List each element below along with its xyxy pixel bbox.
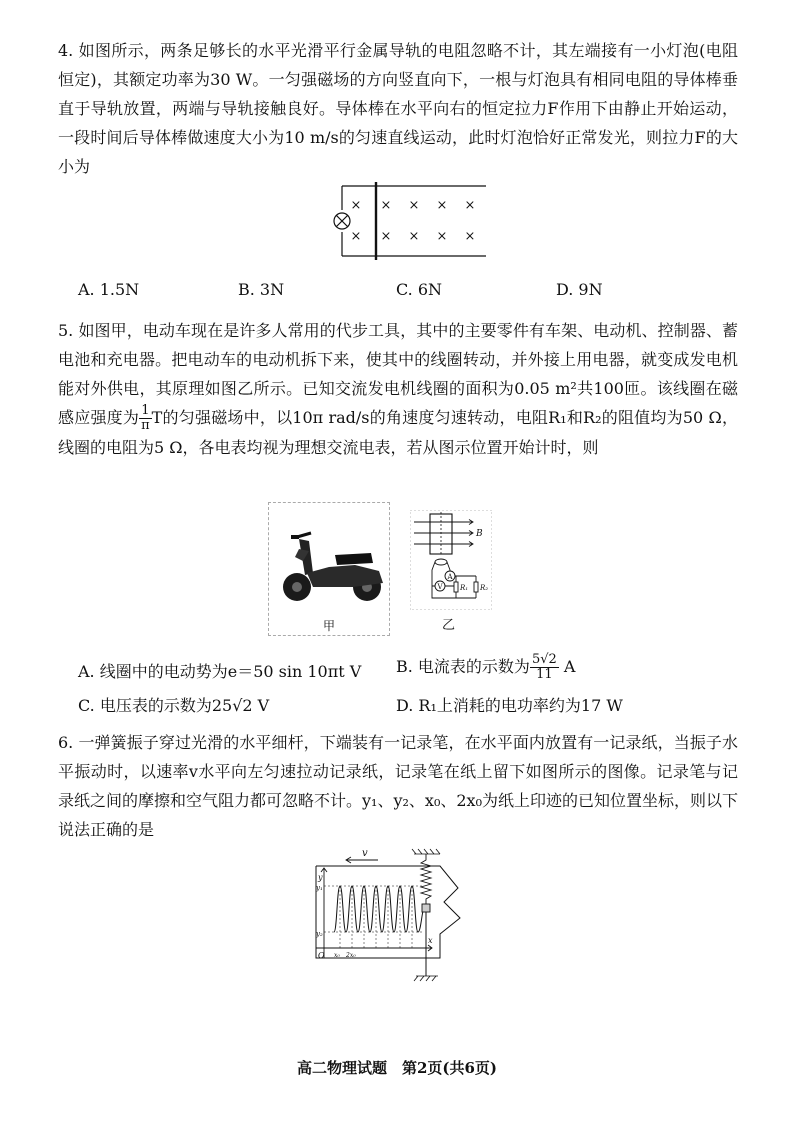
q5-option-b[interactable]: B. 电流表的示数为 $\frac{5√2}{11}$ A bbox=[396, 652, 576, 682]
svg-text:V: V bbox=[437, 583, 443, 591]
q5-figure-yi-circuit bbox=[410, 510, 492, 610]
resistor-r2 bbox=[474, 582, 478, 592]
svg-text:2x₀: 2x₀ bbox=[346, 952, 356, 959]
q5-option-a[interactable]: A. 线圈中的电动势为e＝50 sin 10πt V bbox=[78, 662, 362, 681]
bulb-icon bbox=[334, 213, 350, 229]
q5-option-d[interactable]: D. R₁上消耗的电功率约为17 W bbox=[396, 696, 623, 715]
page-footer: 高二物理试题 第2页(共6页) bbox=[296, 1059, 498, 1077]
field-mark: × bbox=[408, 198, 420, 213]
svg-text:x: x bbox=[428, 936, 433, 945]
svg-text:A: A bbox=[447, 573, 453, 581]
svg-text:x₀: x₀ bbox=[334, 952, 340, 959]
oscillator-block bbox=[422, 904, 430, 912]
field-mark: × bbox=[436, 198, 448, 213]
field-mark: × bbox=[350, 229, 362, 244]
resistor-r1 bbox=[454, 582, 458, 592]
svg-text:y₂: y₂ bbox=[316, 930, 323, 938]
field-mark: × bbox=[436, 229, 448, 244]
question-6-text: 6. 一弹簧振子穿过光滑的水平细杆，下端装有一记录笔，在水平面内放置有一记录纸，当振子水平振动时，以速率v水平向左匀速拉动记录纸，记录笔在纸上留下如图所示的图像。记录笔与记录纸之间的摩擦和空气阻力都可忽略不计。y₁、y₂、x₀、2x₀为纸上印迹的已知位置坐标，则以下说法正确的是 bbox=[58, 733, 738, 839]
field-label-b: B bbox=[476, 529, 483, 539]
velocity-label: v bbox=[362, 848, 368, 859]
magnetic-field-lines bbox=[414, 520, 473, 547]
q4-option-a[interactable]: A. 1.5N bbox=[78, 280, 140, 299]
voltmeter-icon bbox=[432, 581, 456, 591]
q4-circuit-figure bbox=[326, 182, 486, 264]
q4-option-b[interactable]: B. 3N bbox=[238, 280, 285, 299]
ammeter-icon bbox=[445, 571, 455, 581]
current-fraction: $\frac{5√2}{11}$ bbox=[531, 652, 557, 682]
svg-text:R₁: R₁ bbox=[460, 584, 469, 592]
field-mark: × bbox=[380, 229, 392, 244]
svg-text:y₁: y₁ bbox=[316, 884, 323, 892]
field-fraction: $\frac{1}{\pi}$ bbox=[141, 403, 150, 433]
question-5-text: 5. 如图甲，电动车现在是许多人常用的代步工具，其中的主要零件有车架、电动机、控制器、蓄电池和充电器。把电动车的电动机拆下来，使其中的线圈转动，并外接上用电器，就变成发电机能对外供电，其原理如图乙所示。已知交流发电机线圈的面积为0.05 m²共100匝。该线圈在磁感应强度为 $\frac{1}{\pi}$ T的匀强磁场中，以10π rad/s的角速度匀速转动，电阻R₁和R₂的阻值均为50 Ω，线圈的电阻为5 Ω，各电表均视为理想交流电表，若从图示位置开始计时，则 bbox=[58, 321, 738, 457]
svg-text:R₂: R₂ bbox=[480, 584, 489, 592]
q5-option-c[interactable]: C. 电压表的示数为25√2 V bbox=[78, 696, 270, 715]
question-4-text: 4. 如图所示，两条足够长的水平光滑平行金属导轨的电阻忽略不计，其左端接有一小灯泡(电阻恒定)，其额定功率为30 W。一匀强磁场的方向竖直向下，一根与灯泡具有相同电阻的导体棒垂直于导轨放置，两端与导轨接触良好。导体棒在水平向右的恒定拉力F作用下由静止开始运动，一段时间后导体棒做速度大小为10 m/s的匀速直线运动，此时灯泡恰好正常发光，则拉力F的大小为 bbox=[58, 41, 738, 176]
figure-caption-jia: 甲 bbox=[322, 619, 335, 633]
svg-text:O: O bbox=[318, 951, 325, 960]
field-mark: × bbox=[464, 198, 476, 213]
scooter-icon bbox=[269, 503, 389, 613]
q5-figure-jia bbox=[268, 502, 390, 636]
field-mark: × bbox=[380, 198, 392, 213]
field-mark: × bbox=[350, 198, 362, 213]
svg-text:y: y bbox=[318, 873, 323, 882]
q4-option-c[interactable]: C. 6N bbox=[396, 280, 443, 299]
field-mark: × bbox=[464, 229, 476, 244]
q4-option-d[interactable]: D. 9N bbox=[556, 280, 603, 299]
q6-oscillator-figure bbox=[298, 846, 468, 982]
figure-caption-yi: 乙 bbox=[442, 618, 456, 633]
field-mark: × bbox=[408, 229, 420, 244]
